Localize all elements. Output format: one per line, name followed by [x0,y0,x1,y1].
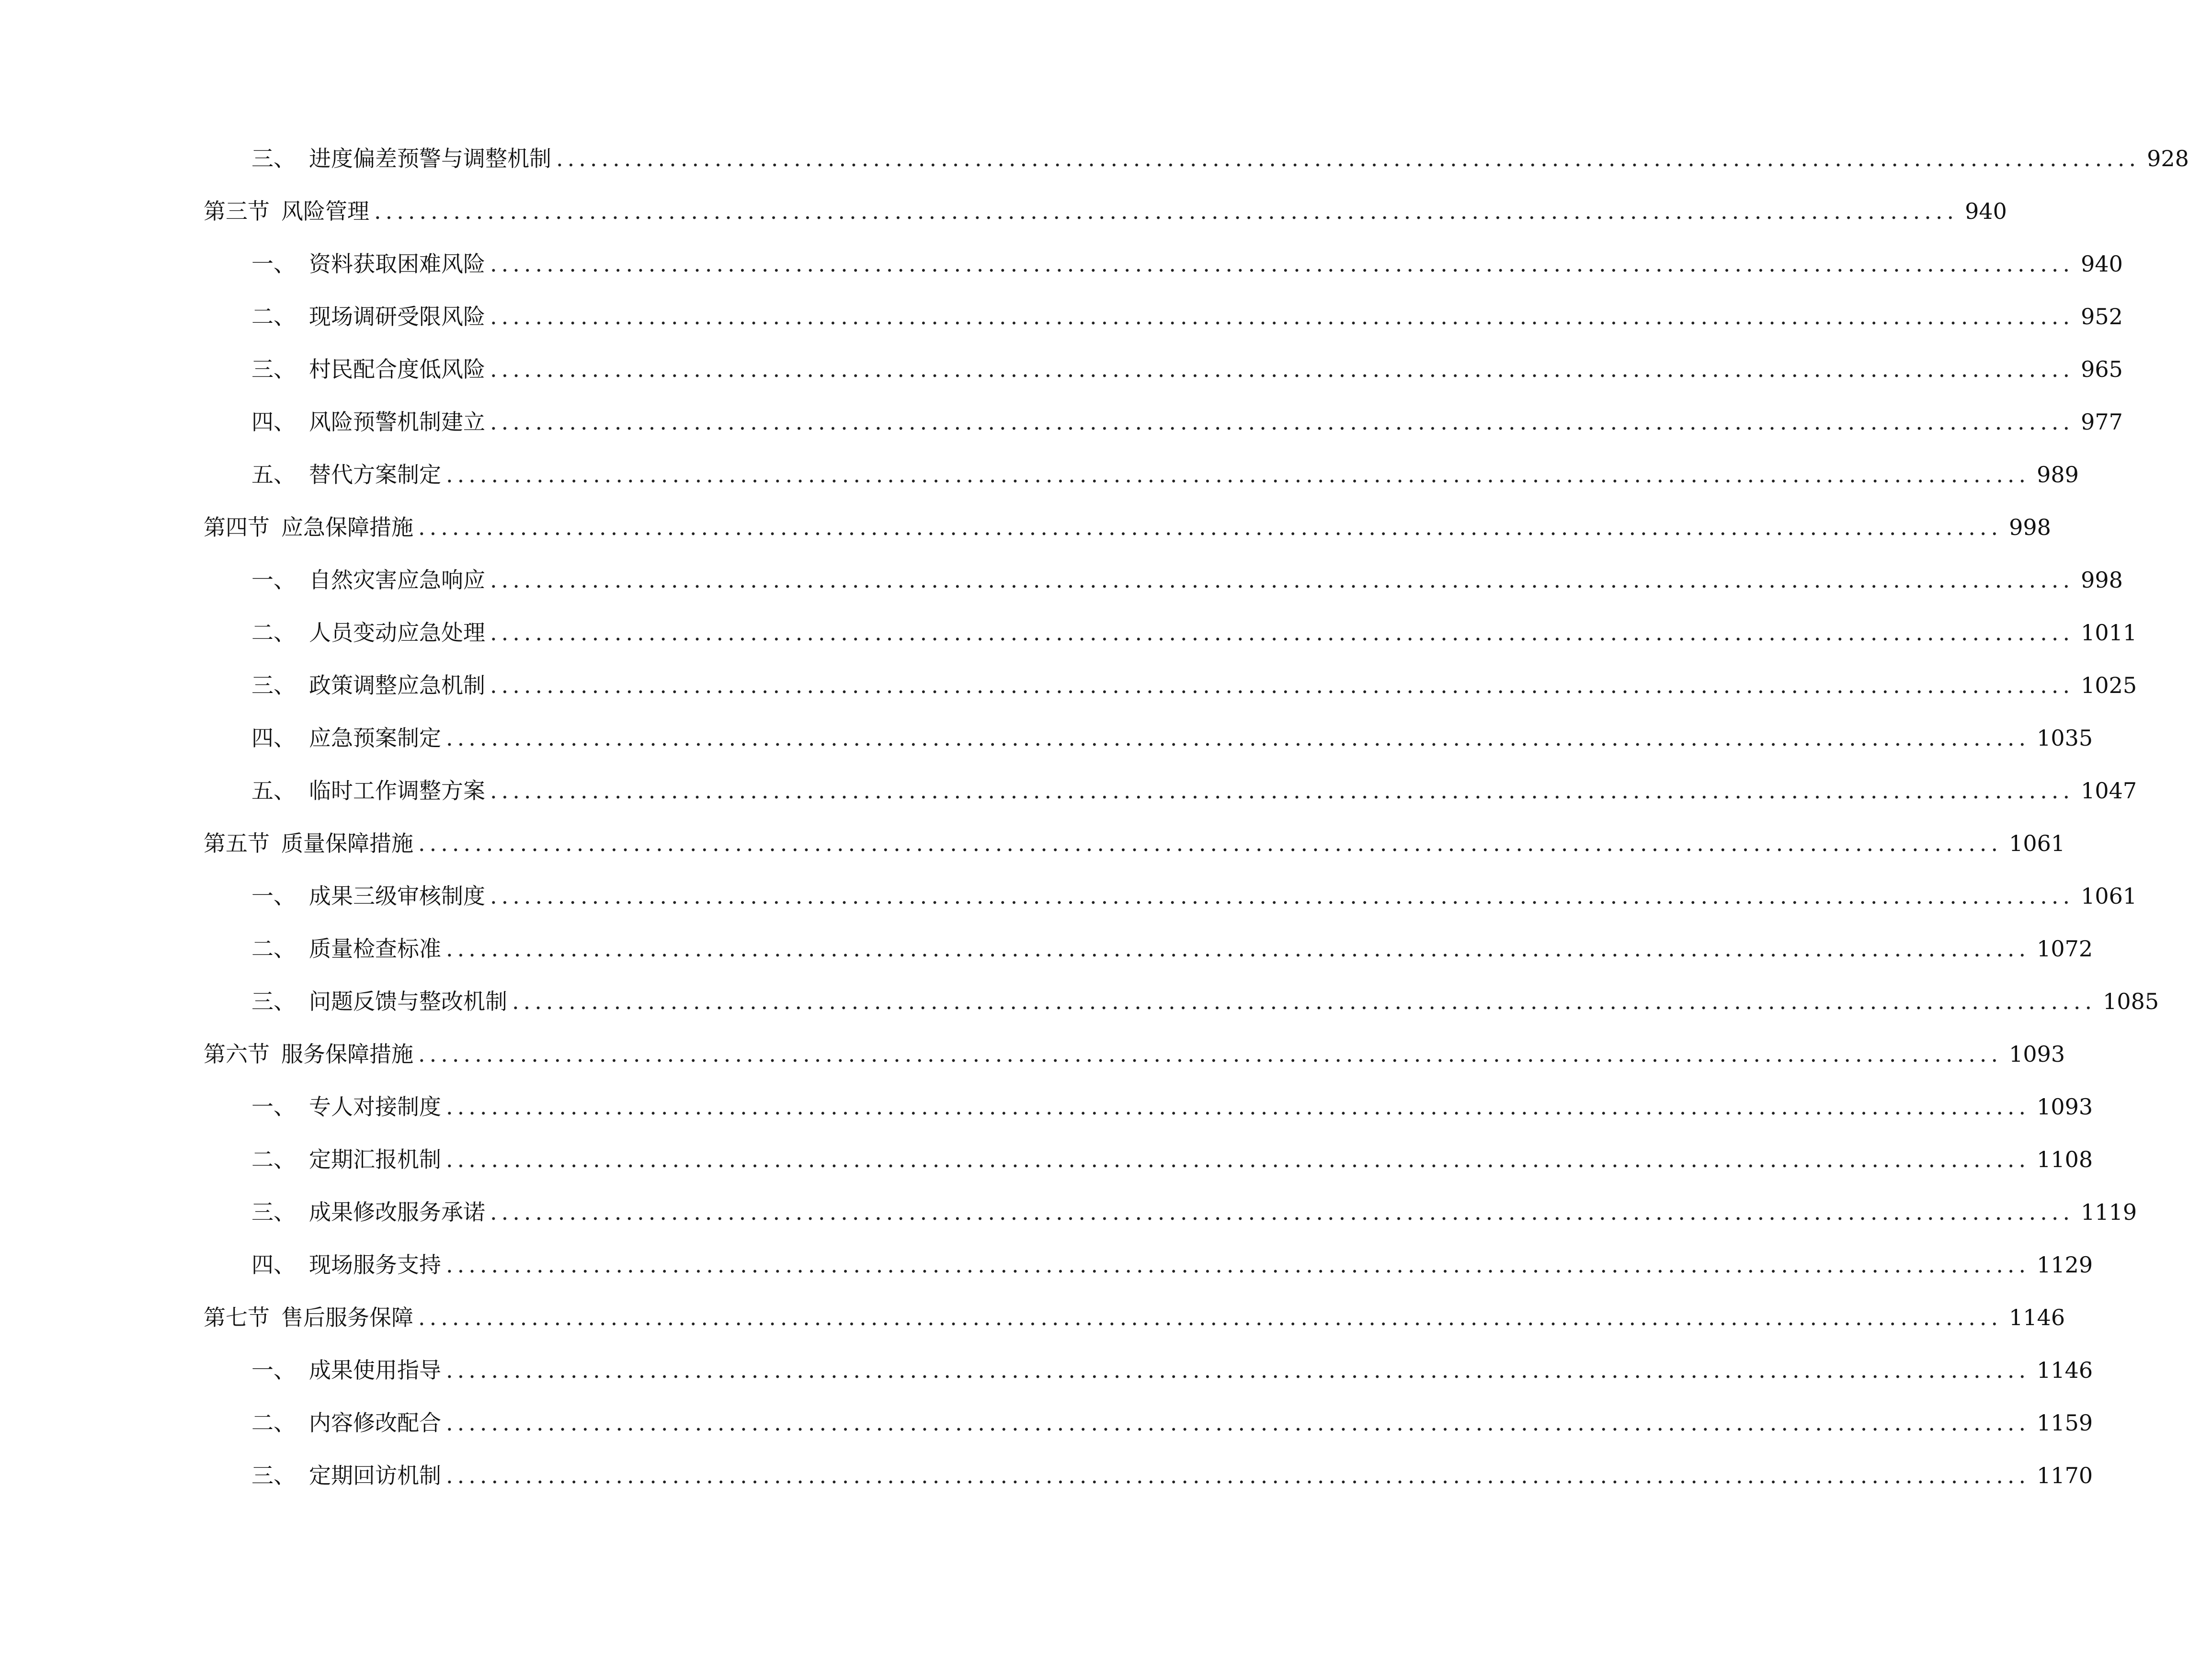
toc-entry-page-number: 1093 [2037,1094,2093,1120]
dot-leader: ............................................................................................................................................ [556,146,2141,171]
toc-section-number: 第四节 [204,514,270,540]
toc-entry-page-number: 977 [2081,409,2123,435]
dot-leader: ............................................................................................................................................ [374,198,1959,224]
toc-entry-page-number: 940 [2081,251,2123,277]
toc-entry[interactable] [251,1248,2093,1282]
toc-entry-number: 五、 [251,462,296,488]
toc-entry-page-number: 1146 [2037,1357,2093,1383]
toc-entry[interactable] [251,1142,2093,1177]
toc-entry-number: 一、 [251,1094,296,1120]
dot-leader: ............................................................................................................................................ [490,304,2075,329]
toc-section-entry[interactable] [204,1037,2065,1071]
toc-entry[interactable] [251,721,2093,755]
dot-leader: ............................................................................................................................................ [446,1252,2030,1278]
dot-leader: ............................................................................................................................................ [490,883,2075,909]
toc-entry[interactable] [251,1353,2093,1387]
toc-section-title: 应急保障措施 [281,514,413,540]
toc-entry-title: 现场调研受限风险 [309,304,485,329]
toc-entry[interactable] [251,931,2093,966]
dot-leader: ............................................................................................................................................ [418,1305,2003,1330]
dot-leader: ............................................................................................................................................ [418,830,2003,856]
toc-entry-page-number: 1011 [2081,620,2137,646]
toc-entry-page-number: 1170 [2037,1463,2093,1488]
toc-entry-page-number: 1025 [2081,672,2137,698]
toc-entry-title: 政策调整应急机制 [309,672,485,698]
dot-leader: ............................................................................................................................................ [490,251,2075,277]
toc-entry[interactable] [251,984,2159,1019]
toc-entry[interactable] [251,1195,2137,1229]
toc-entry-number: 二、 [251,304,296,329]
toc-entry-title: 定期汇报机制 [309,1146,441,1172]
dot-leader: ............................................................................................................................................ [446,1357,2030,1383]
toc-entry[interactable] [251,1458,2093,1493]
toc-entry[interactable] [251,247,2123,281]
toc-entry-title: 问题反馈与整改机制 [309,988,507,1014]
toc-section-page-number: 1093 [2009,1041,2065,1067]
toc-entry-number: 四、 [251,1252,296,1278]
dot-leader: ............................................................................................................................................ [490,672,2075,698]
toc-entry[interactable] [251,1406,2093,1440]
toc-section-entry[interactable] [204,826,2065,861]
dot-leader: ............................................................................................................................................ [490,1199,2075,1225]
toc-entry-page-number: 1072 [2037,936,2093,962]
toc-section-title: 售后服务保障 [281,1305,413,1330]
toc-entry-title: 替代方案制定 [309,462,441,488]
toc-section-title: 服务保障措施 [281,1041,413,1067]
toc-section-page-number: 998 [2009,514,2051,540]
dot-leader: ............................................................................................................................................ [446,936,2030,962]
toc-entry-number: 三、 [251,146,296,171]
toc-entry-title: 现场服务支持 [309,1252,441,1278]
toc-entry[interactable] [251,352,2123,386]
toc-entry[interactable] [251,879,2137,913]
toc-entry[interactable] [251,615,2137,650]
toc-entry[interactable] [251,299,2123,334]
dot-leader: ............................................................................................................................................ [418,514,2003,540]
toc-entry-page-number: 1108 [2037,1146,2093,1172]
toc-entry-title: 人员变动应急处理 [309,620,485,646]
toc-entry-title: 成果修改服务承诺 [309,1199,485,1225]
toc-entry-page-number: 1047 [2081,778,2137,804]
toc-section-number: 第六节 [204,1041,270,1067]
dot-leader: ............................................................................................................................................ [446,1410,2030,1436]
toc-section-title: 质量保障措施 [281,830,413,856]
toc-entry-page-number: 998 [2081,567,2123,593]
toc-entry-number: 一、 [251,883,296,909]
toc-entry-title: 进度偏差预警与调整机制 [309,146,551,171]
toc-section-number: 第七节 [204,1305,270,1330]
toc-section-entry[interactable] [204,510,2051,545]
toc-entry-number: 三、 [251,1199,296,1225]
dot-leader: ............................................................................................................................................ [490,409,2075,435]
toc-entry[interactable] [251,563,2123,597]
toc-entry-number: 一、 [251,251,296,277]
toc-entry-number: 三、 [251,1463,296,1488]
dot-leader: ............................................................................................................................................ [446,1094,2030,1120]
dot-leader: ............................................................................................................................................ [446,1146,2030,1172]
toc-entry-page-number: 989 [2037,462,2079,488]
toc-entry-number: 四、 [251,725,296,751]
toc-entry-page-number: 1119 [2081,1199,2137,1225]
toc-entry-title: 成果使用指导 [309,1357,441,1383]
dot-leader: ............................................................................................................................................ [446,1463,2030,1488]
toc-entry-number: 一、 [251,567,296,593]
toc-entry-title: 临时工作调整方案 [309,778,485,804]
toc-entry-page-number: 965 [2081,356,2123,382]
toc-entry-number: 四、 [251,409,296,435]
toc-entry-title: 风险预警机制建立 [309,409,485,435]
dot-leader: ............................................................................................................................................ [490,620,2075,646]
toc-section-number: 第五节 [204,830,270,856]
toc-section-page-number: 1146 [2009,1305,2065,1330]
toc-entry-number: 三、 [251,988,296,1014]
toc-entry-title: 应急预案制定 [309,725,441,751]
toc-entry-number: 二、 [251,1146,296,1172]
toc-entry[interactable] [251,1090,2093,1124]
toc-entry-page-number: 928 [2147,146,2189,171]
toc-entry[interactable] [251,405,2123,439]
toc-entry-number: 三、 [251,356,296,382]
dot-leader: ............................................................................................................................................ [512,988,2097,1014]
toc-entry-title: 成果三级审核制度 [309,883,485,909]
toc-entry-page-number: 1061 [2081,883,2137,909]
toc-entry[interactable] [251,141,2189,176]
toc-entry-page-number: 952 [2081,304,2123,329]
toc-section-page-number: 1061 [2009,830,2065,856]
dot-leader: ............................................................................................................................................ [490,778,2075,804]
toc-entry[interactable] [251,668,2137,703]
toc-entry-title: 自然灾害应急响应 [309,567,485,593]
toc-entry-page-number: 1085 [2103,988,2159,1014]
toc-entry[interactable] [251,457,2079,492]
toc-section-entry[interactable] [204,194,2007,228]
toc-entry-page-number: 1035 [2037,725,2093,751]
toc-entry-number: 一、 [251,1357,296,1383]
dot-leader: ............................................................................................................................................ [446,462,2030,488]
dot-leader: ............................................................................................................................................ [446,725,2030,751]
dot-leader: ............................................................................................................................................ [418,1041,2003,1067]
toc-entry-title: 质量检查标准 [309,936,441,962]
toc-entry-title: 定期回访机制 [309,1463,441,1488]
toc-entry-title: 专人对接制度 [309,1094,441,1120]
toc-section-title: 风险管理 [281,198,369,224]
toc-entry-number: 三、 [251,672,296,698]
toc-entry-number: 二、 [251,620,296,646]
toc-entry-number: 二、 [251,936,296,962]
toc-entry-page-number: 1129 [2037,1252,2093,1278]
toc-entry[interactable] [251,773,2137,808]
toc-section-entry[interactable] [204,1300,2065,1335]
toc-entry-number: 五、 [251,778,296,804]
toc-entry-title: 村民配合度低风险 [309,356,485,382]
toc-entry-page-number: 1159 [2037,1410,2093,1436]
dot-leader: ............................................................................................................................................ [490,567,2075,593]
toc-section-page-number: 940 [1965,198,2007,224]
dot-leader: ............................................................................................................................................ [490,356,2075,382]
toc-entry-number: 二、 [251,1410,296,1436]
toc-section-number: 第三节 [204,198,270,224]
toc-entry-title: 资料获取困难风险 [309,251,485,277]
toc-entry-title: 内容修改配合 [309,1410,441,1436]
